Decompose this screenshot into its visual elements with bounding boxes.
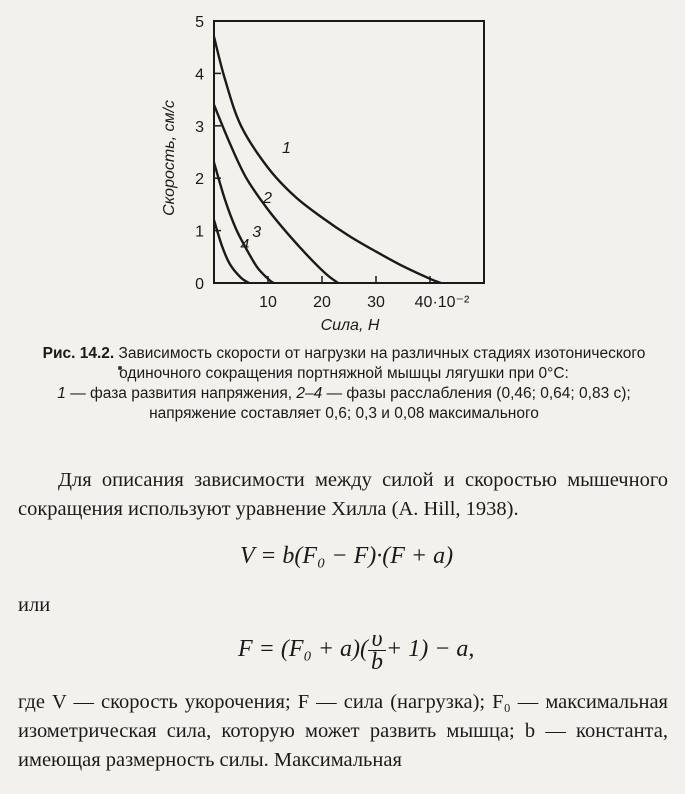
series-label-4: 4 <box>240 237 250 255</box>
y-tick-label-3: 3 <box>195 118 204 136</box>
caption-n1: 1 <box>57 385 66 402</box>
x-tick-label-3: 40·10⁻² <box>414 294 470 311</box>
series-curve-2 <box>214 105 338 283</box>
y-tick-label-0: 0 <box>195 276 204 293</box>
series-label-3: 3 <box>252 224 262 242</box>
series-curve-3 <box>214 162 273 283</box>
series-label-1: 1 <box>282 140 291 158</box>
paragraph-definitions: где V — скорость укорочения; F — сила (нагрузка); F₀ — максимальная изометрическая сила, которую может развить мышца; b — константа, имеющая размерность силы. Максимальная <box>18 691 668 771</box>
figure-caption <box>16 344 672 424</box>
hill-equation-2 <box>238 628 474 673</box>
word-or: или <box>18 594 51 616</box>
y-axis-label: Скорость, см/с <box>161 100 178 216</box>
y-tick-label-5: 5 <box>195 14 204 31</box>
x-tick-label-2: 30 <box>367 294 385 311</box>
formula2-numerator: υ <box>368 628 386 651</box>
y-tick-label-2: 2 <box>195 171 204 189</box>
paragraph-hill: Для описания зависимости между силой и скоростью мышечного сокращения используют уравнение Хилла (A. Hill, 1938). <box>18 469 668 520</box>
x-axis-label: Сила, Н <box>320 317 380 334</box>
y-tick-label-1: 1 <box>195 223 204 241</box>
series-label-2: 2 <box>263 190 273 208</box>
x-tick-label-1: 20 <box>313 294 331 311</box>
caption-text-2: — фаза развития напряжения, <box>70 385 293 402</box>
caption-label: Рис. 14.2. <box>42 345 115 362</box>
plot-frame <box>214 21 484 283</box>
formula2-left: F = (F₀ + a)( <box>238 636 369 663</box>
force-velocity-chart <box>150 8 510 338</box>
hill-equation-1: V = b(F₀ − F)·(F + a) <box>240 543 454 569</box>
caption-n2: 2–4 <box>296 385 323 402</box>
plot-area <box>195 14 484 311</box>
formula2-right: + 1) − a, <box>386 636 475 663</box>
caption-text-1: Зависимость скорости от нагрузки на различных стадиях изотонического одиночного сокращения портняжной мышцы лягушки при 0°С: <box>118 345 646 382</box>
formula2-denominator: b <box>371 649 384 675</box>
formula2-fraction <box>368 628 386 673</box>
y-tick-label-4: 4 <box>195 66 204 84</box>
caption-text-3: — фазы расслабления (0,46; 0,64; 0,83 с); напряжение составляет 0,6; 0,3 и 0,08 максимального <box>149 385 631 422</box>
x-tick-label-0: 10 <box>259 294 277 311</box>
